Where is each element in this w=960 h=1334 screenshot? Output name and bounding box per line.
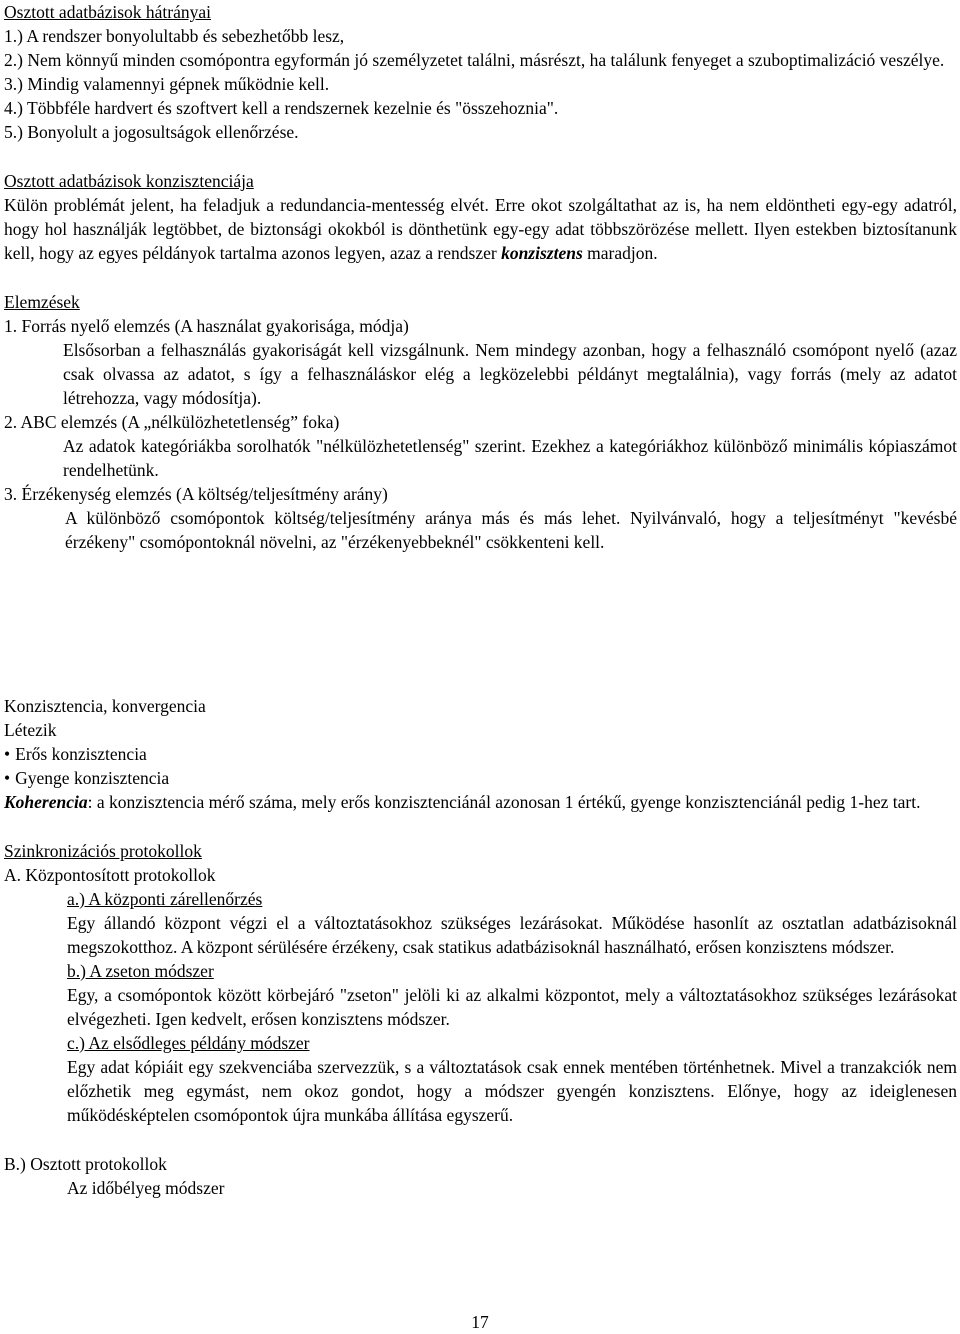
list-item: 2.) Nem könnyű minden csomópontra egyformán jó személyzetet találni, másrészt, ha találunk fenyeget a szuboptimalizáció veszélye.: [4, 50, 945, 70]
list-item: 5.) Bonyolult a jogosultságok ellenőrzése.: [4, 122, 299, 142]
method-heading: Az időbélyeg módszer: [67, 1178, 225, 1198]
document-page: [4, 0, 957, 1200]
consistency-paragraph: [4, 193, 957, 265]
analysis-body: Elsősorban a felhasználás gyakoriságát kell vizsgálnunk. Nem mindegy azonban, hogy a felhasználó csomópont nyelő (azaz csak olvassa az adatot, s így a felhasználáskor elég a legközelebbi példányt megtalálnia), vagy forrás (mely az adatot létrehozza, vagy módosítja).: [63, 340, 957, 408]
analysis-heading: 2. ABC elemzés (A „nélkülözhetetlenség” foka): [4, 412, 340, 432]
analysis-heading: 3. Érzékenység elemzés (A költség/teljesítmény arány): [4, 484, 388, 504]
section-title-disadvantages: Osztott adatbázisok hátrányai: [4, 2, 212, 22]
section-title-analyses: Elemzések: [4, 292, 80, 312]
method-heading: [4, 959, 957, 983]
list-item: 4.) Többféle hardvert és szoftvert kell a rendszernek kezelnie és "összehoznia".: [4, 98, 559, 118]
method-heading: [4, 887, 957, 911]
definition-term: Koherencia: [4, 792, 88, 812]
page-number: 17: [471, 1312, 489, 1332]
section-title-consistency: Osztott adatbázisok konzisztenciája: [4, 171, 254, 191]
analysis-body: Az adatok kategóriákba sorolhatók "nélkülözhetetlenség" szerint. Ezekhez a kategóriákhoz különböző minimális kópiaszámot rendelhetünk.: [63, 436, 957, 480]
method-body: Egy, a csomópontok között körbejáró "zseton" jelöli ki az alkalmi központot, mely a változtatásokhoz szükséges lezárásokat elvégezheti. Igen kedvelt, erősen konzisztens módszer.: [67, 985, 957, 1029]
method-heading: [4, 1031, 957, 1055]
method-heading-text: a.) A központi zárellenőrzés: [67, 889, 263, 909]
list-item: 3.) Mindig valamennyi gépnek működnie kell.: [4, 74, 330, 94]
emphasis-term: konzisztens: [501, 243, 583, 263]
definition-paragraph: [4, 790, 957, 814]
definition-text: : a konzisztencia mérő száma, mely erős konzisztenciánál azonosan 1 értékű, gyenge konzisztenciánál pedig 1-hez tart.: [87, 792, 921, 812]
method-heading-text: c.) Az elsődleges példány módszer: [67, 1033, 310, 1053]
analysis-body: A különböző csomópontok költség/teljesítmény aránya más és más lehet. Nyilvánvaló, hogy a teljesítményt "kevésbé érzékeny" csomópontoknál növelni, az "érzékenyebbeknél" csökkenteni kell.: [65, 508, 957, 552]
group-heading-distributed: B.) Osztott protokollok: [4, 1154, 167, 1174]
bullet-item: • Erős konzisztencia: [4, 742, 957, 766]
bullet-item: • Gyenge konzisztencia: [4, 766, 957, 790]
method-body: Egy adat kópiáit egy szekvenciába szervezzük, s a változtatások csak ennek mentében történhetnek. Mivel a tranzakciók nem előzhetik meg egymást, nem okoz gondot, hogy a módszer gyengén konzisztens. Előnye, hogy az ideiglenesen működésképtelen csomópontok újra munkába állítása egyszerű.: [67, 1057, 957, 1125]
analysis-heading: 1. Forrás nyelő elemzés (A használat gyakorisága, módja): [4, 316, 409, 336]
list-item: 1.) A rendszer bonyolultabb és sebezhetőbb lesz,: [4, 26, 345, 46]
method-heading-text: b.) A zseton módszer: [67, 961, 214, 981]
paragraph-text: maradjon.: [582, 243, 658, 263]
paragraph-text: Külön problémát jelent, ha feladjuk a redundancia-mentesség elvét. Erre okot szolgáltathat az is, ha nem eldöntheti egy-egy adatról, hogy hol használják legtöbbet, de biztonsági okokból is dönthetünk egy-egy adat többszörözése mellett. Ilyen estekben biztosítanunk kell, hogy az egyes példányok tartalma azonos legyen, azaz a rendszer: [4, 195, 957, 263]
section-title-convergence: Konzisztencia, konvergencia: [4, 696, 206, 716]
method-body: Egy állandó központ végzi el a változtatásokhoz szükséges lezárásokat. Működése hasonlít az osztatlan adatbázisoknál megszokotthoz. A központ sérülésére érzékeny, csak statikus adatbázisoknál használható, erősen konzisztens módszer.: [67, 913, 957, 957]
group-heading-centralized: A. Központosított protokollok: [4, 865, 216, 885]
section-title-sync-protocols: Szinkronizációs protokollok: [4, 841, 202, 861]
subheading-exists: Létezik: [4, 720, 57, 740]
